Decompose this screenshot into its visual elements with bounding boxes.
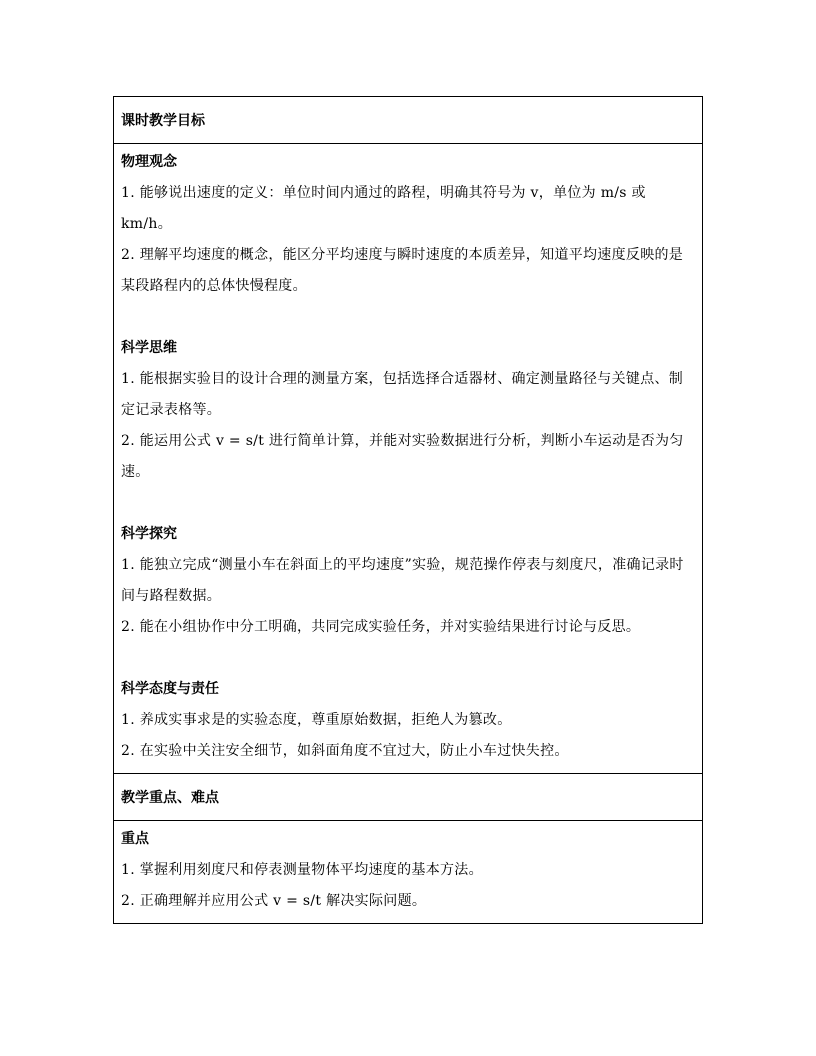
group-title-physics-concept: 物理观念: [121, 154, 177, 170]
blank-line: [121, 643, 695, 674]
group-title-scientific-thinking: 科学思维: [121, 340, 177, 356]
group-title-scientific-inquiry: 科学探究: [121, 526, 177, 542]
objective-item: 1. 能根据实验目的设计合理的测量方案，包括选择合适器材、确定测量路径与关键点、制定记录表格等。: [121, 371, 684, 418]
objective-item: 2. 在实验中关注安全细节，如斜面角度不宜过大，防止小车过快失控。: [121, 743, 569, 759]
objective-item: 2. 能在小组协作中分工明确，共同完成实验任务，并对实验结果进行讨论与反思。: [121, 619, 641, 635]
objectives-header: [114, 97, 702, 144]
objective-item: 2. 能运用公式 v = s/t 进行简单计算，并能对实验数据进行分析，判断小车运动是否为匀速。: [121, 433, 684, 480]
objective-item: 1. 能独立完成“测量小车在斜面上的平均速度”实验，规范操作停表与刻度尺，准确记录时间与路程数据。: [121, 557, 684, 604]
group-title-attitude-responsibility: 科学态度与责任: [121, 681, 219, 697]
objectives-header-text: 课时教学目标: [121, 113, 205, 129]
key-points-header-text: 教学重点、难点: [121, 790, 219, 806]
key-points-header: [114, 774, 702, 821]
group-title-key-points: 重点: [121, 831, 149, 847]
key-point-item: 1. 掌握利用刻度尺和停表测量物体平均速度的基本方法。: [121, 862, 483, 878]
objective-item: 1. 能够说出速度的定义：单位时间内通过的路程，明确其符号为 v，单位为 m/s 或 km/h。: [121, 185, 646, 232]
blank-line: [121, 302, 695, 333]
key-points-body: [114, 821, 702, 923]
objectives-body: [114, 144, 702, 774]
key-point-item: 2. 正确理解并应用公式 v = s/t 解决实际问题。: [121, 893, 427, 909]
objective-item: 2. 理解平均速度的概念，能区分平均速度与瞬时速度的本质差异，知道平均速度反映的是某段路程内的总体快慢程度。: [121, 247, 684, 294]
blank-line: [121, 488, 695, 519]
objective-item: 1. 养成实事求是的实验态度，尊重原始数据，拒绝人为篡改。: [121, 712, 512, 728]
lesson-plan-table: [113, 96, 703, 924]
